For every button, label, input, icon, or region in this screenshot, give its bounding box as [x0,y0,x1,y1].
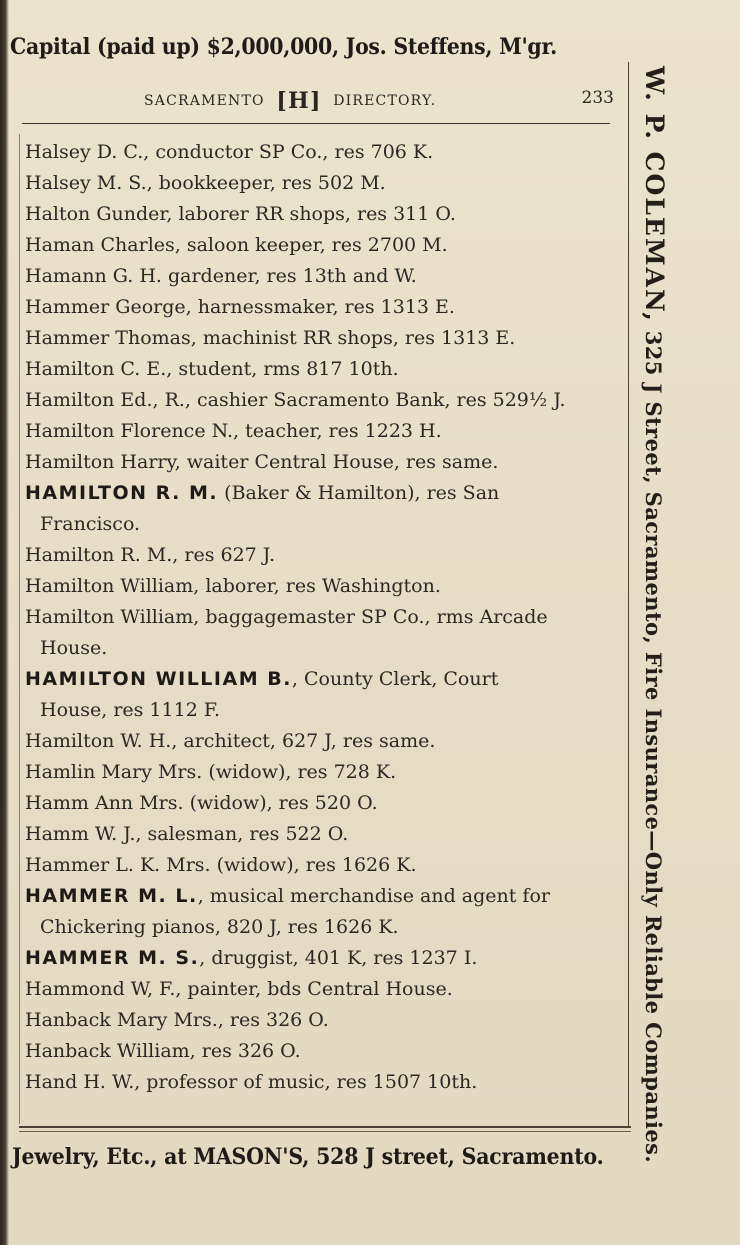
entry-text: Hammond W, F., painter, bds Central House. [25,978,453,1000]
entry-bold-name: HAMMER M. S. [25,947,200,969]
entry-text: Hamilton Harry, waiter Central House, res same. [25,451,499,473]
directory-entry [25,664,620,726]
directory-entry [25,137,620,168]
entry-text: Hamlin Mary Mrs. (widow), res 728 K. [25,761,397,783]
directory-entries [25,137,620,1098]
entry-continuation: Chickering pianos, 820 J, res 1626 K. [40,916,399,938]
entry-text: Hammer L. K. Mrs. (widow), res 1626 K. [25,854,417,876]
entry-text: Hamm W. J., salesman, res 522 O. [25,823,349,845]
entry-text: Hamann G. H. gardener, res 13th and W. [25,265,417,287]
directory-entry [25,788,620,819]
entry-text: Hamilton C. E., student, rms 817 10th. [25,358,399,380]
directory-entry [25,354,620,385]
directory-entry [25,571,620,602]
entry-text: Hamilton William, laborer, res Washington. [25,575,441,597]
entry-text: Hanback William, res 326 O. [25,1040,301,1062]
entry-text: Hanback Mary Mrs., res 326 O. [25,1009,329,1031]
entry-text: Hammer George, harnessmaker, res 1313 E. [25,296,455,318]
entry-text: Halsey D. C., conductor SP Co., res 706 K. [25,141,434,163]
entry-text: Hamilton Florence N., teacher, res 1223 H. [25,420,442,442]
directory-entry [25,478,620,540]
bottom-rule-thin [19,1131,631,1132]
entry-text: , druggist, 401 K, res 1237 I. [199,947,478,969]
bottom-advertisement-banner: Jewelry, Etc., at MASON'S, 528 J street, Sacramento. [12,1144,604,1170]
entry-text: Hammer Thomas, machinist RR shops, res 1313 E. [25,327,516,349]
directory-entry [25,540,620,571]
text-column-border [19,134,20,1124]
directory-entry [25,881,620,943]
entry-text: Hand H. W., professor of music, res 1507 10th. [25,1071,478,1093]
header-section-letter: [H] [276,88,322,114]
book-spine-edge [0,0,9,1245]
entry-continuation: Francisco. [40,513,141,535]
directory-entry [25,199,620,230]
entry-text: (Baker & Hamilton), res San [218,482,500,504]
directory-entry [25,385,620,416]
directory-entry [25,974,620,1005]
bottom-rule [19,1126,631,1128]
entry-bold-name: HAMILTON R. M. [25,482,219,504]
entry-text: Halton Gunder, laborer RR shops, res 311 O. [25,203,456,225]
header-title [144,88,436,114]
directory-entry [25,230,620,261]
entry-text: Hamilton R. M., res 627 J. [25,544,275,566]
top-advertisement-banner: Capital (paid up) $2,000,000, Jos. Steffens, M'gr. [10,34,557,60]
side-column-rule [628,62,629,1128]
directory-entry [25,416,620,447]
directory-entry [25,292,620,323]
directory-entry [25,850,620,881]
entry-bold-name: HAMILTON WILLIAM B. [25,668,292,690]
entry-bold-name: HAMMER M. L. [25,885,198,907]
directory-entry [25,602,620,664]
directory-entry [25,1005,620,1036]
side-advertiser-name: W. P. COLEMAN, [640,66,669,323]
entry-text: Hamilton W. H., architect, 627 J, res same. [25,730,436,752]
directory-entry [25,726,620,757]
entry-text: Hamilton William, baggagemaster SP Co., rms Arcade [25,606,548,628]
entry-continuation: House, res 1112 F. [40,699,221,721]
directory-entry [25,1036,620,1067]
entry-text: Hamm Ann Mrs. (widow), res 520 O. [25,792,378,814]
header-label: DIRECTORY. [333,93,437,109]
directory-entry [25,323,620,354]
entry-text: , musical merchandise and agent for [197,885,550,907]
page-number: 233 [581,88,614,108]
directory-entry [25,447,620,478]
entry-text: , County Clerk, Court [291,668,499,690]
directory-entry [25,1067,620,1098]
entry-continuation: House. [40,637,108,659]
entry-text: Halsey M. S., bookkeeper, res 502 M. [25,172,386,194]
directory-entry [25,757,620,788]
side-advertisement-banner [636,66,672,1164]
directory-entry [25,168,620,199]
running-header [22,88,614,114]
directory-entry [25,261,620,292]
header-rule [22,123,610,124]
header-city: SACRAMENTO [144,93,265,109]
directory-entry [25,819,620,850]
directory-entry [25,943,620,974]
entry-text: Hamilton Ed., R., cashier Sacramento Bank, res 529½ J. [25,389,566,411]
entry-text: Haman Charles, saloon keeper, res 2700 M. [25,234,448,256]
side-advertisement-text: 325 J Street, Sacramento, Fire Insurance—Only Reliable Companies. [641,323,666,1164]
